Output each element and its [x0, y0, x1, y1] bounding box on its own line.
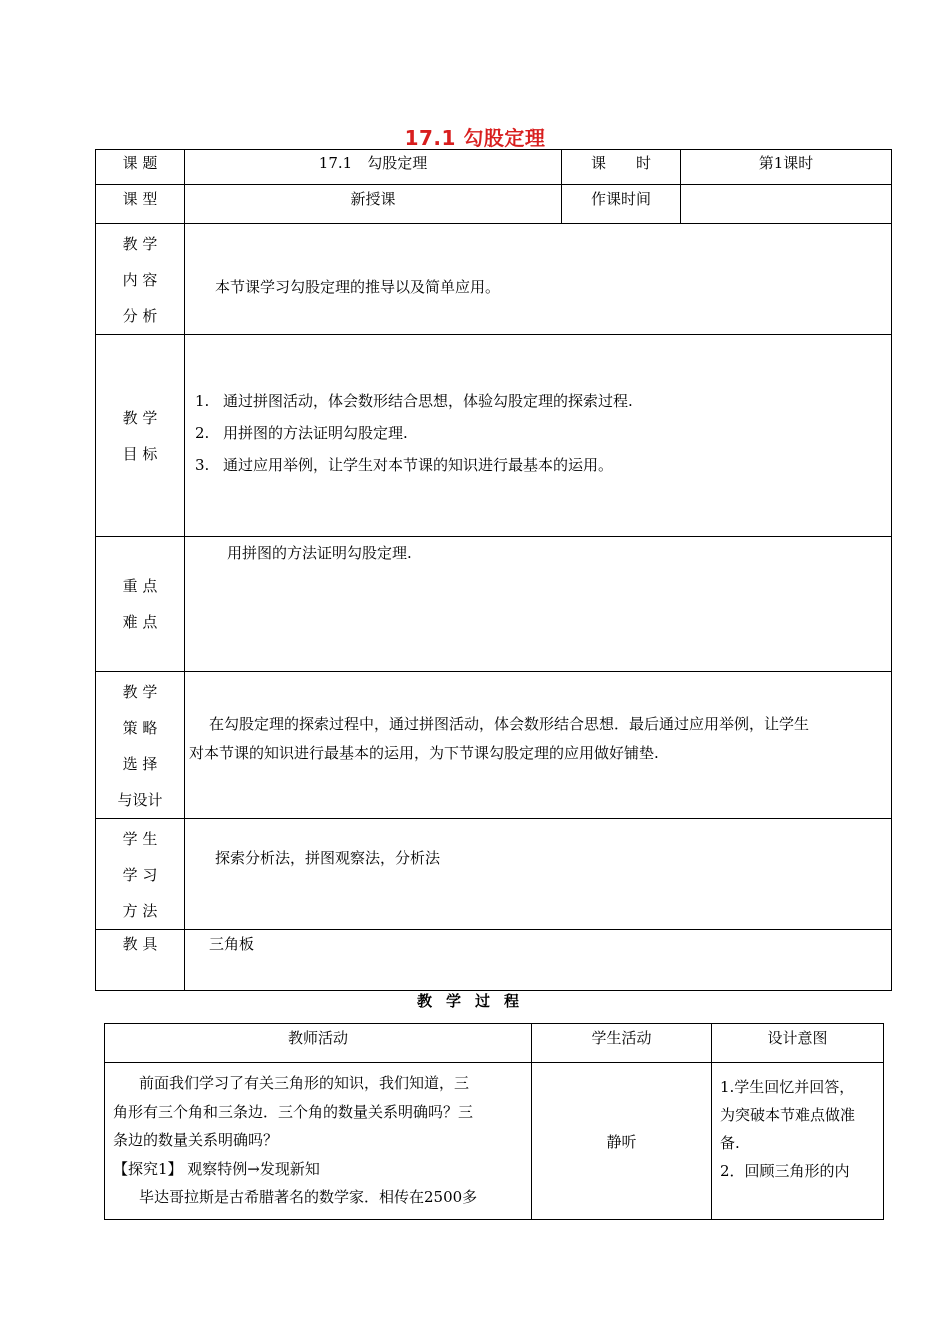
table-row — [96, 672, 892, 819]
table-row — [96, 819, 892, 930]
design-line: 1.学生回忆并回答， — [720, 1078, 855, 1096]
type-label: 课 型 — [96, 185, 185, 224]
teacher-line: 毕达哥拉斯是古希腊著名的数学家．相传在2500多 — [139, 1188, 478, 1206]
goal-text: 通过应用举例，让学生对本节课的知识进行最基本的运用。 — [223, 455, 614, 474]
table-row — [96, 224, 892, 335]
goals-label — [96, 335, 185, 537]
label-line: 教 学 — [122, 408, 158, 427]
table-row — [105, 1063, 884, 1220]
tools-text: 三角板 — [209, 935, 255, 953]
teacher-line: 角形有三个角和三条边．三个角的数量关系明确吗？三 — [113, 1102, 474, 1121]
teacher-activity-header: 教师活动 — [105, 1024, 532, 1063]
topic-label: 课 题 — [96, 150, 185, 185]
learning-method-label — [96, 819, 185, 930]
table-row — [96, 185, 892, 224]
label-line: 目 标 — [122, 444, 158, 463]
teaching-process-table — [104, 1023, 884, 1220]
label-line: 内 容 — [122, 271, 158, 289]
goal-item — [185, 424, 891, 442]
goal-number: 2. — [195, 423, 210, 442]
label-line: 策 略 — [122, 719, 158, 737]
type-value: 新授课 — [185, 185, 562, 224]
label-line: 选 择 — [122, 755, 158, 773]
design-line: 2．回顾三角形的内 — [720, 1162, 850, 1180]
period-value: 第1课时 — [681, 150, 892, 185]
teacher-line: 条边的数量关系明确吗？ — [113, 1131, 279, 1149]
table-row — [96, 335, 892, 537]
label-line: 重 点 — [122, 577, 158, 595]
goal-text: 用拼图的方法证明勾股定理. — [223, 423, 408, 442]
teacher-line: 【探究1】 观察特例→发现新知 — [113, 1159, 320, 1178]
lesson-info-table — [95, 149, 892, 991]
goal-number: 1. — [195, 391, 210, 410]
topic-value: 17.1 勾股定理 — [185, 150, 562, 185]
label-line: 学 习 — [122, 866, 158, 884]
table-row — [96, 537, 892, 672]
tools-label: 教 具 — [96, 930, 185, 991]
process-section-title: 教学过程 — [416, 992, 533, 1010]
strategy-label — [96, 672, 185, 819]
learning-method-value — [185, 819, 892, 930]
table-row — [96, 150, 892, 185]
key-points-value — [185, 537, 892, 672]
label-line: 分 析 — [122, 307, 158, 325]
content-text: 本节课学习勾股定理的推导以及简单应用。 — [215, 278, 501, 296]
goals-value — [185, 335, 892, 537]
period-label: 课 时 — [562, 150, 681, 185]
table-row — [96, 930, 892, 991]
label-line: 教 学 — [122, 683, 158, 701]
label-line: 与设计 — [117, 791, 163, 809]
goal-item — [185, 456, 891, 474]
teacher-line: 前面我们学习了有关三角形的知识，我们知道，三 — [139, 1074, 470, 1092]
key-points-text: 用拼图的方法证明勾股定理. — [227, 544, 412, 562]
strategy-text-line: 对本节课的知识进行最基本的运用，为下节课勾股定理的应用做好铺垫. — [189, 744, 659, 762]
design-line: 备. — [720, 1134, 740, 1152]
homework-time-label: 作课时间 — [562, 185, 681, 224]
student-activity-cell — [532, 1063, 712, 1220]
label-line: 教 学 — [122, 235, 158, 253]
key-points-label — [96, 537, 185, 672]
goal-item — [185, 392, 891, 410]
content-analysis-label — [96, 224, 185, 335]
design-intent-cell — [712, 1063, 884, 1220]
design-intent-header: 设计意图 — [712, 1024, 884, 1063]
design-line: 为突破本节难点做准 — [720, 1106, 856, 1124]
strategy-value — [185, 672, 892, 819]
label-line: 难 点 — [122, 613, 158, 631]
content-analysis-value — [185, 224, 892, 335]
label-line: 学 生 — [122, 830, 158, 848]
table-header-row — [105, 1024, 884, 1063]
method-text: 探索分析法，拼图观察法，分析法 — [215, 849, 441, 867]
label-line: 方 法 — [122, 902, 158, 920]
page-title: 17.1 勾股定理 — [404, 126, 546, 150]
teacher-activity-cell — [105, 1063, 532, 1220]
student-activity-header: 学生活动 — [532, 1024, 712, 1063]
goal-text: 通过拼图活动，体会数形结合思想，体验勾股定理的探索过程. — [223, 391, 633, 410]
strategy-text-line: 在勾股定理的探索过程中，通过拼图活动，体会数形结合思想．最后通过应用举例，让学生 — [209, 715, 810, 733]
tools-value — [185, 930, 892, 991]
student-activity-text: 静听 — [606, 1132, 637, 1151]
goal-number: 3. — [195, 455, 210, 474]
homework-time-value — [681, 185, 892, 224]
